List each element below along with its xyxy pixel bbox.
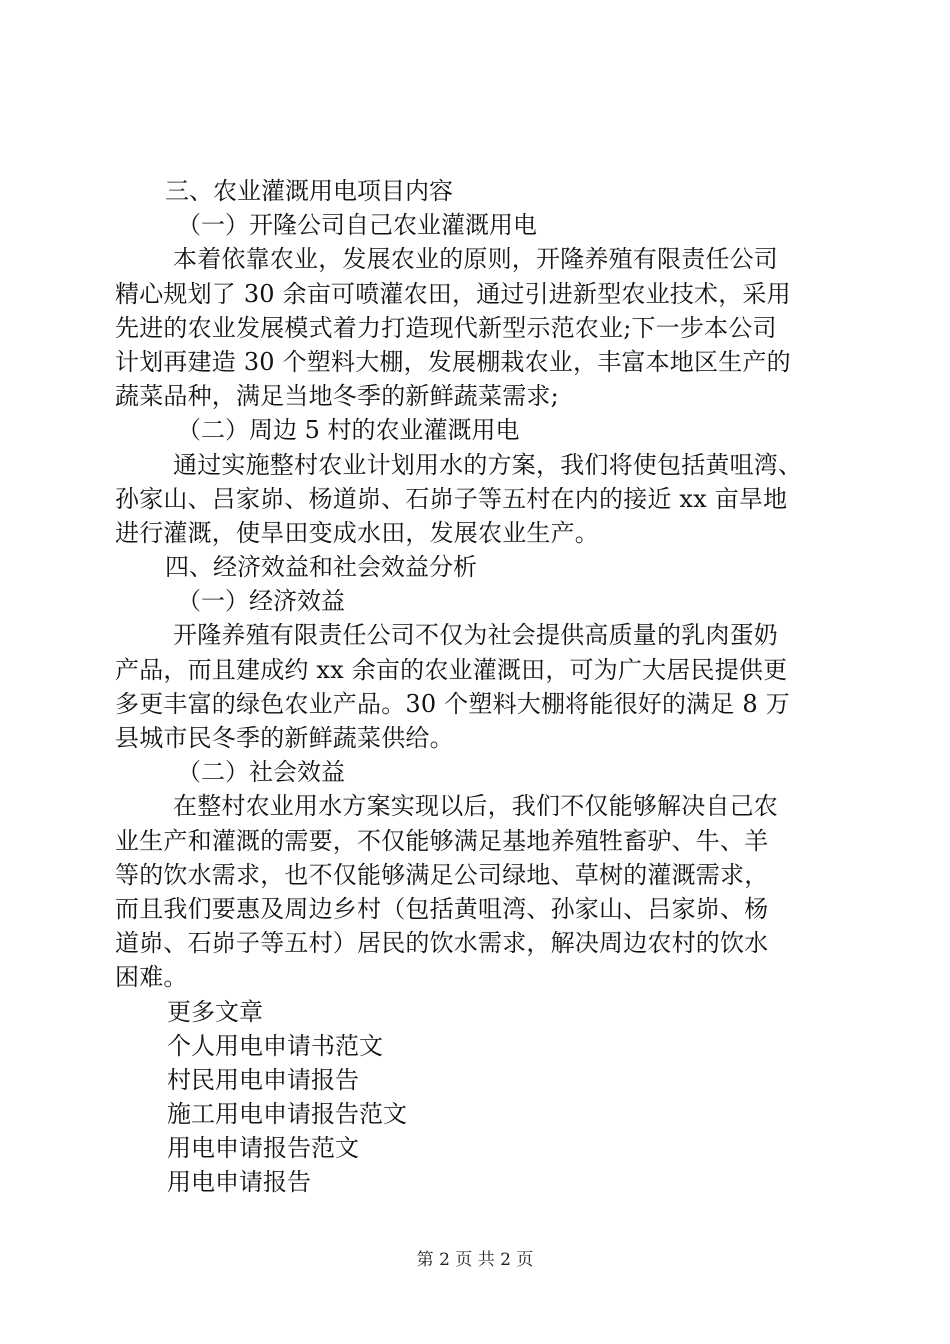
paragraph-line: 多更丰富的绿色农业产品。30 个塑料大棚将能很好的满足 8 万 (115, 689, 790, 718)
more-articles-link[interactable]: 村民用电申请报告 (167, 1065, 359, 1094)
paragraph-line: 困难。 (115, 963, 188, 992)
section-heading-3: 三、农业灌溉用电项目内容 (165, 177, 453, 205)
paragraph-line: 计划再建造 30 个塑料大棚，发展棚栽农业，丰富本地区生产的 (115, 347, 791, 376)
paragraph-line: 产品，而且建成约 xx 余亩的农业灌溉田，可为广大居民提供更 (115, 655, 788, 684)
paragraph-line: 道峁、石峁子等五村）居民的饮水需求，解决周边农村的饮水 (115, 929, 769, 958)
more-articles-heading: 更多文章 (167, 997, 263, 1026)
subsection-heading-own-irrigation: （一）开隆公司自己农业灌溉用电 (177, 211, 537, 240)
document-body (115, 174, 835, 1200)
more-articles-link[interactable]: 用电申请报告范文 (167, 1134, 359, 1163)
paragraph-line: 在整村农业用水方案实现以后，我们不仅能够解决自己农 (173, 792, 778, 821)
paragraph-line: 开隆养殖有限责任公司不仅为社会提供高质量的乳肉蛋奶 (173, 621, 778, 650)
paragraph-line: 县城市民冬季的新鲜蔬菜供给。 (115, 724, 454, 752)
subsection-heading-villages: （二）周边 5 村的农业灌溉用电 (177, 416, 520, 445)
more-articles-link[interactable]: 个人用电申请书范文 (167, 1031, 383, 1060)
section-heading-4: 四、经济效益和社会效益分析 (165, 553, 477, 582)
paragraph-line: 先进的农业发展模式着力打造现代新型示范农业;下一步本公司 (115, 313, 777, 342)
paragraph-line: 而且我们要惠及周边乡村（包括黄咀湾、孙家山、吕家峁、杨 (115, 894, 769, 923)
paragraph-line: 业生产和灌溉的需要，不仅能够满足基地养殖牲畜驴、牛、羊 (115, 826, 769, 855)
paragraph-line: 精心规划了 30 余亩可喷灌农田，通过引进新型农业技术，采用 (115, 279, 791, 308)
paragraph-line: 等的饮水需求，也不仅能够满足公司绿地、草树的灌溉需求， (115, 860, 769, 889)
paragraph-line: 进行灌溉，使旱田变成水田，发展农业生产。 (115, 518, 599, 547)
more-articles-link[interactable]: 施工用电申请报告范文 (167, 1100, 407, 1129)
page-number-footer: 第 2 页 共 2 页 (416, 1250, 534, 1270)
subsection-heading-social: （二）社会效益 (177, 758, 345, 787)
subsection-heading-economic: （一）经济效益 (177, 587, 345, 616)
paragraph-line: 通过实施整村农业计划用水的方案，我们将使包括黄咀湾、 (173, 450, 803, 479)
paragraph-line: 蔬菜品种，满足当地冬季的新鲜蔬菜需求; (115, 382, 559, 411)
paragraph-line: 孙家山、吕家峁、杨道峁、石峁子等五村在内的接近 xx 亩旱地 (115, 484, 788, 513)
more-articles-link[interactable]: 用电申请报告 (167, 1168, 311, 1197)
paragraph-line: 本着依靠农业，发展农业的原则，开隆养殖有限责任公司 (173, 245, 778, 274)
